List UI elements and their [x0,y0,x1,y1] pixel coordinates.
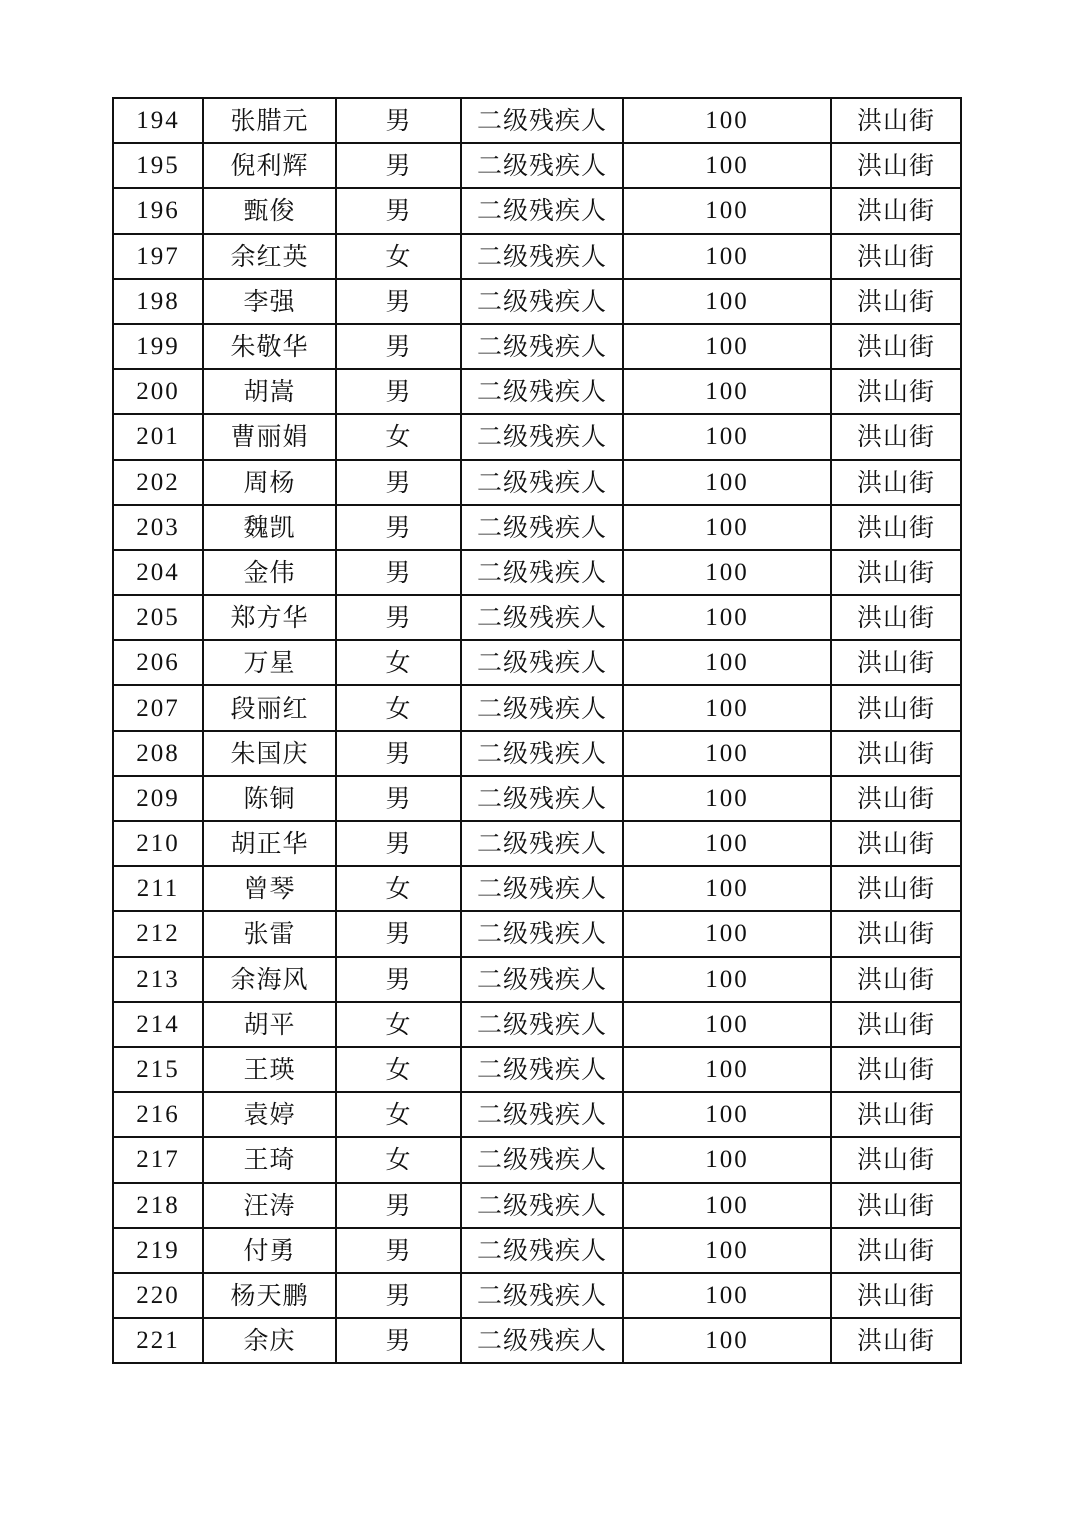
row-number-cell: 211 [113,866,203,911]
name-cell: 李强 [203,279,336,324]
disability-level-cell: 二级残疾人 [461,1318,623,1363]
disability-level-cell: 二级残疾人 [461,911,623,956]
name-cell: 张腊元 [203,98,336,143]
gender-cell: 男 [336,821,461,866]
disability-level-cell: 二级残疾人 [461,460,623,505]
gender-cell: 男 [336,1183,461,1228]
disability-level-cell: 二级残疾人 [461,1137,623,1182]
gender-cell: 男 [336,460,461,505]
gender-cell: 男 [336,369,461,414]
gender-cell: 男 [336,505,461,550]
street-cell: 洪山街 [831,324,961,369]
gender-cell: 男 [336,98,461,143]
disability-level-cell: 二级残疾人 [461,324,623,369]
amount-cell: 100 [623,279,831,324]
street-cell: 洪山街 [831,414,961,459]
name-cell: 金伟 [203,550,336,595]
row-number-cell: 205 [113,595,203,640]
street-cell: 洪山街 [831,234,961,279]
row-number-cell: 217 [113,1137,203,1182]
name-cell: 万星 [203,640,336,685]
amount-cell: 100 [623,640,831,685]
row-number-cell: 208 [113,731,203,776]
table-row [113,414,961,459]
row-number-cell: 213 [113,957,203,1002]
name-cell: 汪涛 [203,1183,336,1228]
table-row [113,1092,961,1137]
disability-level-cell: 二级残疾人 [461,1183,623,1228]
disability-level-cell: 二级残疾人 [461,866,623,911]
table-row [113,685,961,730]
amount-cell: 100 [623,414,831,459]
name-cell: 朱敬华 [203,324,336,369]
disability-level-cell: 二级残疾人 [461,1002,623,1047]
name-cell: 甄俊 [203,188,336,233]
street-cell: 洪山街 [831,143,961,188]
name-cell: 周杨 [203,460,336,505]
name-cell: 王琦 [203,1137,336,1182]
gender-cell: 女 [336,1002,461,1047]
table-row [113,1047,961,1092]
street-cell: 洪山街 [831,1228,961,1273]
row-number-cell: 209 [113,776,203,821]
gender-cell: 男 [336,595,461,640]
table-row [113,460,961,505]
gender-cell: 男 [336,731,461,776]
street-cell: 洪山街 [831,776,961,821]
row-number-cell: 199 [113,324,203,369]
gender-cell: 男 [336,279,461,324]
street-cell: 洪山街 [831,957,961,1002]
amount-cell: 100 [623,550,831,595]
row-number-cell: 196 [113,188,203,233]
disability-level-cell: 二级残疾人 [461,143,623,188]
name-cell: 杨天鹏 [203,1273,336,1318]
row-number-cell: 220 [113,1273,203,1318]
disability-level-cell: 二级残疾人 [461,369,623,414]
table-row [113,776,961,821]
amount-cell: 100 [623,685,831,730]
amount-cell: 100 [623,324,831,369]
table-row [113,866,961,911]
disability-level-cell: 二级残疾人 [461,640,623,685]
disability-level-cell: 二级残疾人 [461,1092,623,1137]
row-number-cell: 197 [113,234,203,279]
amount-cell: 100 [623,98,831,143]
table-row [113,188,961,233]
name-cell: 魏凯 [203,505,336,550]
table-row [113,279,961,324]
amount-cell: 100 [623,505,831,550]
row-number-cell: 206 [113,640,203,685]
row-number-cell: 215 [113,1047,203,1092]
amount-cell: 100 [623,821,831,866]
table-row [113,234,961,279]
name-cell: 段丽红 [203,685,336,730]
table-row [113,550,961,595]
gender-cell: 女 [336,1137,461,1182]
amount-cell: 100 [623,1047,831,1092]
row-number-cell: 214 [113,1002,203,1047]
disability-level-cell: 二级残疾人 [461,550,623,595]
amount-cell: 100 [623,1228,831,1273]
disability-level-cell: 二级残疾人 [461,505,623,550]
gender-cell: 男 [336,1228,461,1273]
gender-cell: 男 [336,957,461,1002]
street-cell: 洪山街 [831,188,961,233]
name-cell: 胡嵩 [203,369,336,414]
street-cell: 洪山街 [831,1002,961,1047]
row-number-cell: 198 [113,279,203,324]
name-cell: 倪利辉 [203,143,336,188]
street-cell: 洪山街 [831,640,961,685]
gender-cell: 女 [336,1092,461,1137]
street-cell: 洪山街 [831,369,961,414]
name-cell: 余红英 [203,234,336,279]
gender-cell: 男 [336,188,461,233]
row-number-cell: 195 [113,143,203,188]
street-cell: 洪山街 [831,595,961,640]
street-cell: 洪山街 [831,279,961,324]
disability-level-cell: 二级残疾人 [461,98,623,143]
gender-cell: 女 [336,685,461,730]
table-row [113,369,961,414]
street-cell: 洪山街 [831,98,961,143]
gender-cell: 女 [336,640,461,685]
disability-level-cell: 二级残疾人 [461,685,623,730]
row-number-cell: 207 [113,685,203,730]
disability-level-cell: 二级残疾人 [461,731,623,776]
name-cell: 曹丽娟 [203,414,336,459]
name-cell: 胡平 [203,1002,336,1047]
street-cell: 洪山街 [831,911,961,956]
gender-cell: 男 [336,911,461,956]
table-row [113,143,961,188]
amount-cell: 100 [623,1183,831,1228]
row-number-cell: 201 [113,414,203,459]
disability-level-cell: 二级残疾人 [461,279,623,324]
street-cell: 洪山街 [831,866,961,911]
gender-cell: 男 [336,776,461,821]
street-cell: 洪山街 [831,1273,961,1318]
name-cell: 余庆 [203,1318,336,1363]
name-cell: 郑方华 [203,595,336,640]
disability-level-cell: 二级残疾人 [461,821,623,866]
table-row [113,731,961,776]
street-cell: 洪山街 [831,460,961,505]
amount-cell: 100 [623,866,831,911]
name-cell: 余海风 [203,957,336,1002]
street-cell: 洪山街 [831,505,961,550]
gender-cell: 男 [336,550,461,595]
gender-cell: 女 [336,1047,461,1092]
row-number-cell: 194 [113,98,203,143]
recipient-table [112,97,962,1364]
name-cell: 朱国庆 [203,731,336,776]
amount-cell: 100 [623,188,831,233]
name-cell: 曾琴 [203,866,336,911]
amount-cell: 100 [623,776,831,821]
row-number-cell: 203 [113,505,203,550]
table-row [113,505,961,550]
disability-level-cell: 二级残疾人 [461,776,623,821]
amount-cell: 100 [623,731,831,776]
table-row [113,1228,961,1273]
row-number-cell: 204 [113,550,203,595]
street-cell: 洪山街 [831,821,961,866]
street-cell: 洪山街 [831,1137,961,1182]
street-cell: 洪山街 [831,1318,961,1363]
name-cell: 付勇 [203,1228,336,1273]
disability-level-cell: 二级残疾人 [461,595,623,640]
amount-cell: 100 [623,1092,831,1137]
amount-cell: 100 [623,460,831,505]
amount-cell: 100 [623,1002,831,1047]
name-cell: 王瑛 [203,1047,336,1092]
row-number-cell: 200 [113,369,203,414]
table-row [113,98,961,143]
row-number-cell: 216 [113,1092,203,1137]
table-row [113,595,961,640]
row-number-cell: 202 [113,460,203,505]
amount-cell: 100 [623,595,831,640]
amount-cell: 100 [623,1318,831,1363]
street-cell: 洪山街 [831,685,961,730]
table-row [113,1318,961,1363]
disability-level-cell: 二级残疾人 [461,188,623,233]
street-cell: 洪山街 [831,1183,961,1228]
amount-cell: 100 [623,1137,831,1182]
name-cell: 张雷 [203,911,336,956]
disability-level-cell: 二级残疾人 [461,1273,623,1318]
disability-level-cell: 二级残疾人 [461,957,623,1002]
street-cell: 洪山街 [831,1047,961,1092]
amount-cell: 100 [623,957,831,1002]
amount-cell: 100 [623,911,831,956]
row-number-cell: 219 [113,1228,203,1273]
disability-level-cell: 二级残疾人 [461,1047,623,1092]
disability-level-cell: 二级残疾人 [461,234,623,279]
table-row [113,324,961,369]
row-number-cell: 221 [113,1318,203,1363]
table-row [113,821,961,866]
amount-cell: 100 [623,1273,831,1318]
table-row [113,1002,961,1047]
table-row [113,957,961,1002]
table-row [113,1137,961,1182]
gender-cell: 女 [336,414,461,459]
amount-cell: 100 [623,143,831,188]
street-cell: 洪山街 [831,550,961,595]
gender-cell: 男 [336,143,461,188]
name-cell: 胡正华 [203,821,336,866]
row-number-cell: 212 [113,911,203,956]
gender-cell: 女 [336,866,461,911]
table-row [113,911,961,956]
gender-cell: 女 [336,234,461,279]
amount-cell: 100 [623,234,831,279]
amount-cell: 100 [623,369,831,414]
table-body [113,98,961,1363]
table-row [113,1273,961,1318]
table-row [113,640,961,685]
name-cell: 陈铜 [203,776,336,821]
gender-cell: 男 [336,324,461,369]
street-cell: 洪山街 [831,731,961,776]
row-number-cell: 210 [113,821,203,866]
disability-level-cell: 二级残疾人 [461,1228,623,1273]
gender-cell: 男 [336,1273,461,1318]
disability-level-cell: 二级残疾人 [461,414,623,459]
row-number-cell: 218 [113,1183,203,1228]
name-cell: 袁婷 [203,1092,336,1137]
street-cell: 洪山街 [831,1092,961,1137]
table-row [113,1183,961,1228]
gender-cell: 男 [336,1318,461,1363]
